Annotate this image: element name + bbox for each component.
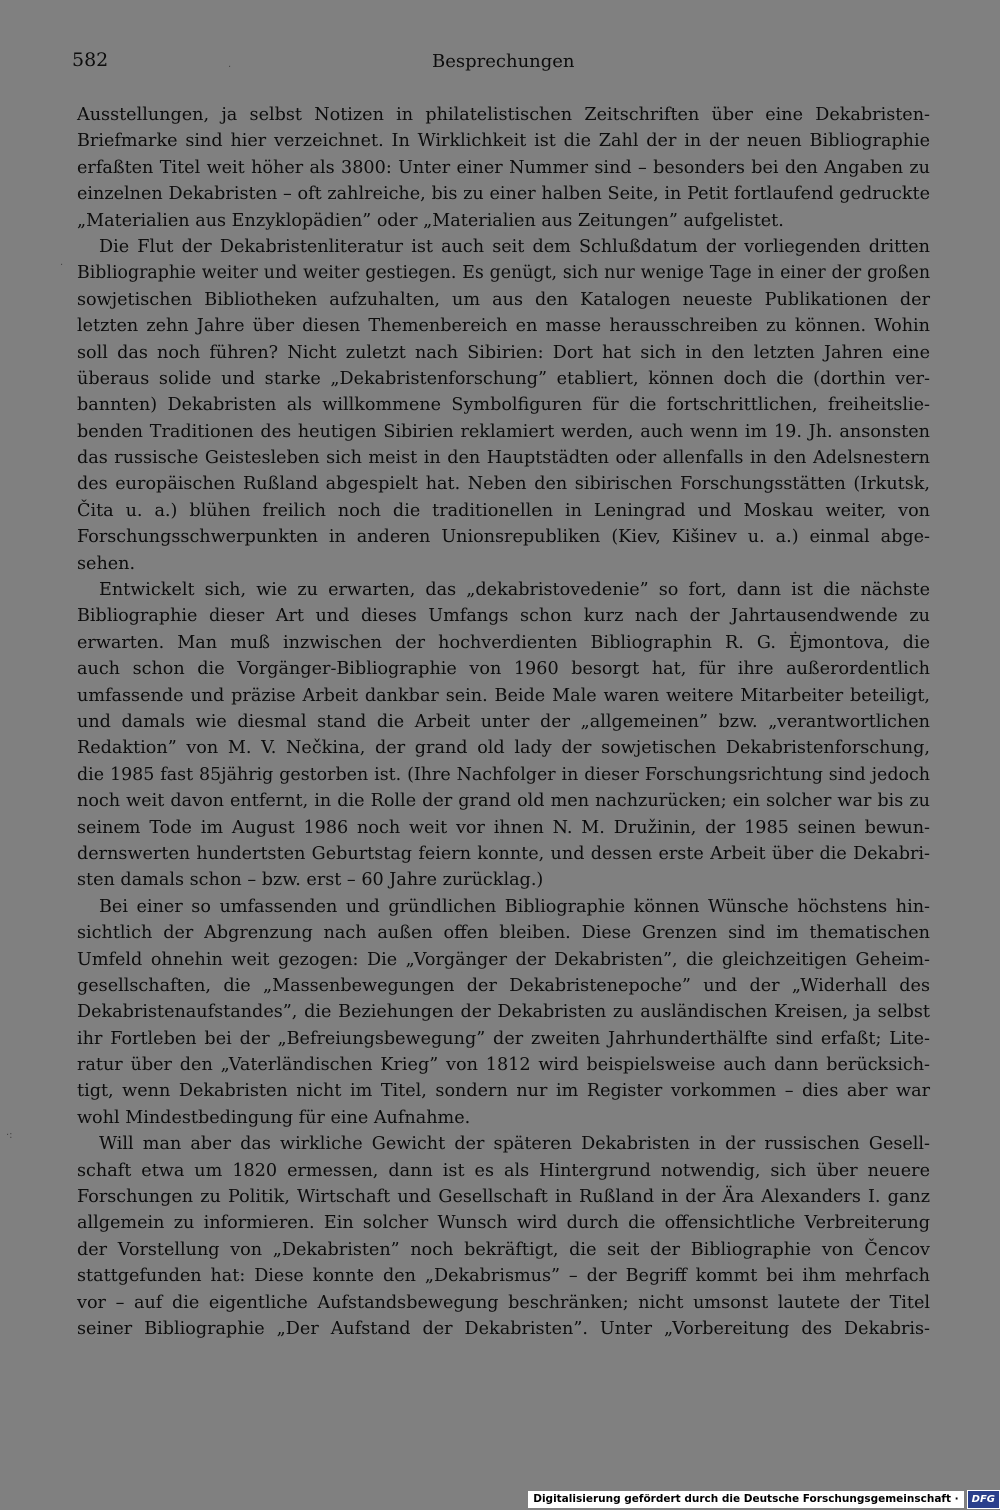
- text-line: sten damals schon – bzw. erst – 60 Jahre zurücklag.): [77, 870, 544, 891]
- text-line: Entwickelt sich, wie zu erwarten, das „dekabristovedenie” so fort, dann ist die nächste: [99, 580, 930, 601]
- text-line: des europäischen Rußland abgespielt hat. Neben den sibirischen Forschungsstätten (Irkutsk,: [77, 474, 930, 495]
- text-line: überaus solide und starke „Dekabristenforschung” etabliert, können doch die (dorthin ver-: [77, 368, 930, 389]
- margin-dot-mark: ·: [228, 62, 232, 73]
- margin-dot-mark: ·:: [6, 1130, 13, 1141]
- text-line: erfaßten Titel weit höher als 3800: Unter einer Nummer sind – besonders bei den Angaben zu: [77, 157, 930, 178]
- text-line: soll das noch führen? Nicht zuletzt nach Sibirien: Dort hat sich in den letzten Jahren eine: [77, 342, 930, 363]
- text-line: schaft etwa um 1820 ermessen, dann ist es als Hintergrund notwendig, sich über neuere: [77, 1160, 930, 1181]
- text-line: Umfeld ohnehin weit gezogen: Die „Vorgänger der Dekabristen”, die gleichzeitigen Geheim-: [77, 949, 930, 970]
- text-line: Bibliographie weiter und weiter gestiegen. Es genügt, sich nur wenige Tage in einer der großen: [77, 263, 930, 284]
- text-line: die 1985 fast 85jährig gestorben ist. (Ihre Nachfolger in dieser Forschungsrichtung sind jedoch: [77, 764, 930, 785]
- text-line: „Materialien aus Enzyklopädien” oder „Materialien aus Zeitungen” aufgelistet.: [77, 210, 784, 231]
- running-head: Besprechungen: [432, 51, 575, 72]
- text-line: der Vorstellung von „Dekabristen” noch bekräftigt, die seit der Bibliographie von Čencov: [77, 1239, 930, 1260]
- text-line: tigt, wenn Dekabristen nicht im Titel, sondern nur im Register vorkommen – dies aber war: [77, 1081, 930, 1102]
- text-line: dernswerten hundertsten Geburtstag feiern konnte, und dessen erste Arbeit über die Dekabri-: [77, 843, 930, 864]
- text-line: Bibliographie dieser Art und dieses Umfangs schon kurz nach der Jahrtausendwende zu: [77, 606, 930, 627]
- text-line: bannten) Dekabristen als willkommene Symbolfiguren für die fortschrittlichen, freiheitslie-: [77, 395, 930, 416]
- text-line: Will man aber das wirkliche Gewicht der späteren Dekabristen in der russischen Gesell-: [99, 1134, 930, 1155]
- text-line: sichtlich der Abgrenzung nach außen offen bleiben. Diese Grenzen sind im thematischen: [77, 923, 930, 944]
- text-line: und damals wie diesmal stand die Arbeit unter der „allgemeinen” bzw. „verantwortlichen: [77, 711, 930, 732]
- text-line: stattgefunden hat: Diese konnte den „Dekabrismus” – der Begriff kommt bei ihm mehrfach: [77, 1266, 930, 1287]
- text-line: vor – auf die eigentliche Aufstandsbewegung beschränken; nicht umsonst lautete der Titel: [77, 1292, 930, 1313]
- text-line: ratur über den „Vaterländischen Krieg” von 1812 wird beispielsweise auch dann berücksich-: [77, 1055, 930, 1076]
- text-line: benden Traditionen des heutigen Sibirien reklamiert werden, auch wenn im 19. Jh. ansonsten: [77, 421, 930, 442]
- text-line: auch schon die Vorgänger-Bibliographie von 1960 besorgt hat, für ihre außerordentlich: [77, 659, 930, 680]
- text-line: seiner Bibliographie „Der Aufstand der Dekabristen”. Unter „Vorbereitung des Dekabris-: [77, 1318, 930, 1339]
- text-line: gesellschaften, die „Massenbewegungen der Dekabristenepoche” und der „Widerhall des: [77, 975, 930, 996]
- text-line: sowjetischen Bibliotheken aufzuhalten, um aus den Katalogen neueste Publikationen der: [77, 289, 930, 310]
- text-line: letzten zehn Jahre über diesen Themenbereich en masse herausschreiben zu können. Wohin: [77, 316, 930, 337]
- text-line: seinem Tode im August 1986 noch weit vor ihnen N. M. Družinin, der 1985 seinen bewun-: [77, 817, 930, 838]
- dfg-logo: DFG: [967, 1490, 1000, 1509]
- text-line: noch weit davon entfernt, in die Rolle der grand old men nachzurücken; ein solcher war bis zu: [77, 791, 930, 812]
- text-line: Forschungen zu Politik, Wirtschaft und Gesellschaft in Rußland in der Ära Alexanders I. ganz: [77, 1187, 930, 1208]
- margin-dot-mark: ·: [60, 260, 64, 271]
- text-line: Forschungsschwerpunkten in anderen Unionsrepubliken (Kiev, Kišinev u. a.) einmal abge-: [77, 527, 930, 548]
- footer-credit: Digitalisierung gefördert durch die Deutsche Forschungsgemeinschaft ·: [528, 1491, 963, 1508]
- text-line: einzelnen Dekabristen – oft zahlreiche, bis zu einer halben Seite, in Petit fortlaufend gedruckte: [77, 184, 930, 205]
- text-line: Dekabristenaufstandes”, die Beziehungen der Dekabristen zu ausländischen Kreisen, ja selbst: [77, 1002, 930, 1023]
- text-line: wohl Mindestbedingung für eine Aufnahme.: [77, 1107, 471, 1128]
- text-line: Čita u. a.) blühen freilich noch die traditionellen in Leningrad und Moskau weiter, von: [77, 500, 930, 521]
- footer-bar: [528, 1488, 1000, 1510]
- page-number: 582: [72, 49, 109, 71]
- text-line: das russische Geistesleben sich meist in den Hauptstädten oder allenfalls in den Adelsnestern: [77, 448, 930, 469]
- text-line: umfassende und präzise Arbeit dankbar sein. Beide Male waren weitere Mitarbeiter beteiligt,: [77, 685, 930, 706]
- text-line: sehen.: [77, 553, 136, 574]
- text-line: Ausstellungen, ja selbst Notizen in philatelistischen Zeitschriften über eine Dekabristen-: [77, 105, 930, 125]
- text-line: Bei einer so umfassenden und gründlichen Bibliographie können Wünsche höchstens hin-: [99, 896, 930, 917]
- text-line: Briefmarke sind hier verzeichnet. In Wirklichkeit ist die Zahl der in der neuen Bibliographie: [77, 131, 930, 152]
- text-line: erwarten. Man muß inzwischen der hochverdienten Bibliographin R. G. Ėjmontova, die: [77, 632, 930, 653]
- text-line: Die Flut der Dekabristenliteratur ist auch seit dem Schlußdatum der vorliegenden dritten: [99, 236, 930, 257]
- text-line: ihr Fortleben bei der „Befreiungsbewegung” der zweiten Jahrhunderthälfte sind erfaßt; Lite-: [77, 1028, 930, 1049]
- body-text: [77, 102, 930, 1342]
- text-line: allgemein zu informieren. Ein solcher Wunsch wird durch die offensichtliche Verbreiterung: [77, 1213, 930, 1234]
- text-line: Redaktion” von M. V. Nečkina, der grand old lady der sowjetischen Dekabristenforschung,: [77, 738, 930, 759]
